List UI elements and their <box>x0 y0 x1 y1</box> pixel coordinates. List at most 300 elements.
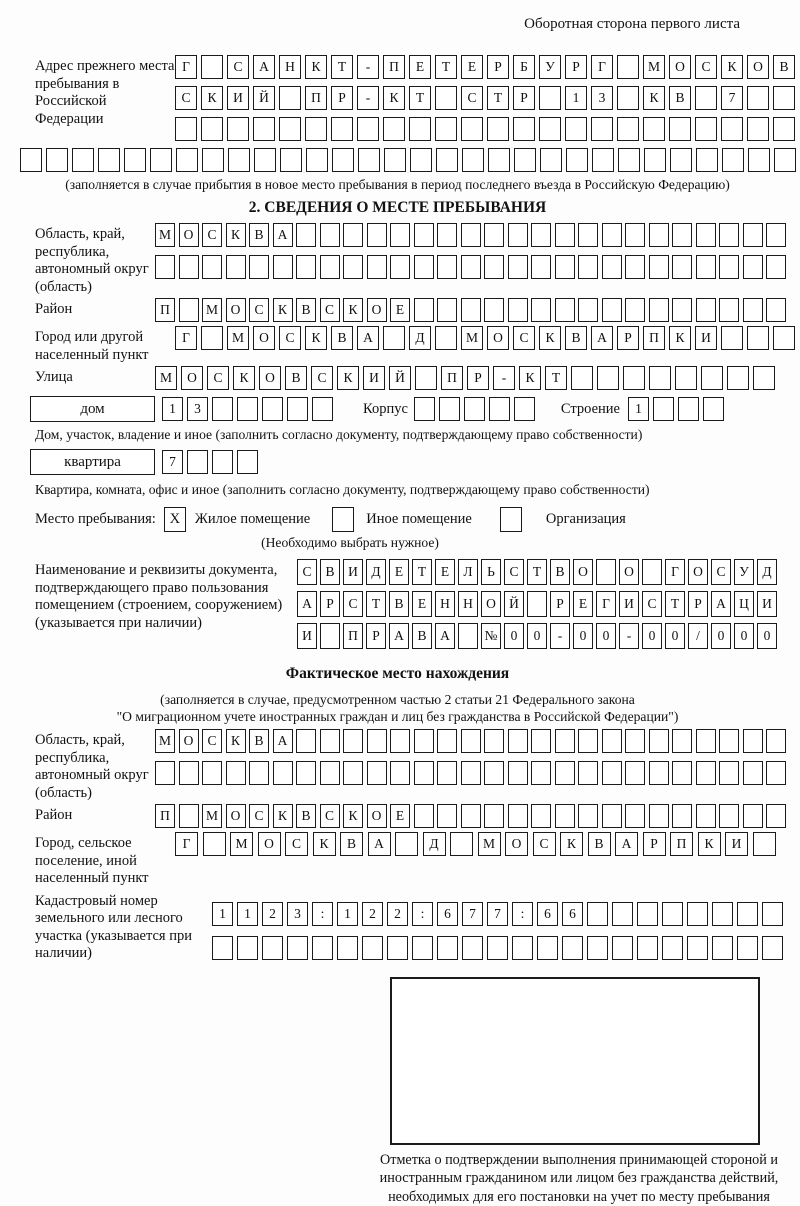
char-cell <box>678 397 699 421</box>
char-cell: Т <box>331 55 353 79</box>
char-cell <box>287 936 308 960</box>
char-cell <box>719 298 739 322</box>
char-cell <box>753 366 775 390</box>
char-cell: А <box>368 832 391 856</box>
char-cell <box>383 117 405 141</box>
char-cell <box>203 832 226 856</box>
ulitsa-grid <box>155 366 775 390</box>
char-cell: Т <box>527 559 547 585</box>
char-cell: - <box>550 623 570 649</box>
char-cell: Е <box>409 55 431 79</box>
char-cell <box>766 223 786 247</box>
char-cell <box>625 804 645 828</box>
char-cell: К <box>669 326 691 350</box>
char-cell <box>672 761 692 785</box>
char-cell: Р <box>366 623 386 649</box>
char-cell: О <box>688 559 708 585</box>
char-cell: Р <box>467 366 489 390</box>
char-cell: С <box>202 729 222 753</box>
char-cell <box>602 223 622 247</box>
fact-gorod-grid <box>175 832 776 856</box>
char-cell <box>712 902 733 926</box>
char-cell: № <box>481 623 501 649</box>
char-cell: Й <box>389 366 411 390</box>
char-cell <box>578 255 598 279</box>
char-cell <box>602 255 622 279</box>
char-cell <box>226 255 246 279</box>
char-cell: О <box>367 804 387 828</box>
dom-number-grid <box>162 397 333 421</box>
char-cell <box>296 761 316 785</box>
char-cell <box>390 223 410 247</box>
char-cell <box>484 761 504 785</box>
stay-type-note: (Необходимо выбрать нужное) <box>185 534 515 551</box>
char-cell <box>565 117 587 141</box>
char-cell <box>695 117 717 141</box>
oblast-grids <box>155 223 786 279</box>
char-cell <box>414 729 434 753</box>
char-cell <box>484 298 504 322</box>
char-cell <box>623 366 645 390</box>
char-cell <box>320 729 340 753</box>
char-cell <box>637 902 658 926</box>
char-cell <box>367 729 387 753</box>
char-cell <box>649 255 669 279</box>
char-cell <box>696 804 716 828</box>
char-cell: Д <box>409 326 431 350</box>
page-header-note: Оборотная сторона первого листа <box>35 16 760 33</box>
kvartira-box-label: квартира <box>30 449 155 475</box>
stay-type-checkbox-inoe <box>332 507 354 532</box>
char-cell <box>578 223 598 247</box>
char-cell: 0 <box>711 623 731 649</box>
char-cell: Ц <box>734 591 754 617</box>
char-cell: И <box>725 832 748 856</box>
char-cell <box>279 86 301 110</box>
char-cell <box>618 148 640 172</box>
char-cell: В <box>550 559 570 585</box>
char-cell <box>592 148 614 172</box>
char-cell: С <box>461 86 483 110</box>
char-cell <box>696 255 716 279</box>
char-cell <box>46 148 68 172</box>
char-cell: К <box>343 298 363 322</box>
stroenie-grid <box>628 397 724 421</box>
char-cell: С <box>311 366 333 390</box>
char-cell: В <box>320 559 340 585</box>
char-cell <box>124 148 146 172</box>
char-cell: М <box>478 832 501 856</box>
char-cell: А <box>389 623 409 649</box>
char-cell <box>672 298 692 322</box>
char-cell <box>226 761 246 785</box>
char-cell: О <box>226 804 246 828</box>
char-cell: Р <box>331 86 353 110</box>
char-cell <box>672 255 692 279</box>
char-cell: К <box>698 832 721 856</box>
char-cell <box>412 936 433 960</box>
char-cell: О <box>367 298 387 322</box>
char-cell: О <box>179 223 199 247</box>
char-cell <box>612 902 633 926</box>
char-cell <box>202 148 224 172</box>
char-cell <box>508 729 528 753</box>
char-cell <box>437 298 457 322</box>
char-cell <box>719 804 739 828</box>
kadastr-grid-row-1 <box>212 902 783 926</box>
char-cell <box>212 450 233 474</box>
char-cell: В <box>565 326 587 350</box>
char-cell <box>437 255 457 279</box>
char-cell <box>591 117 613 141</box>
char-cell: П <box>305 86 327 110</box>
document-label: Наименование и реквизиты документа, подтверждающего право пользования помещением (строением, сооружением) (указывается при наличии) <box>35 559 297 632</box>
char-cell: С <box>207 366 229 390</box>
char-cell <box>390 255 410 279</box>
char-cell: Г <box>175 832 198 856</box>
fact-oblast-grid-row-2 <box>155 761 786 785</box>
char-cell <box>766 804 786 828</box>
char-cell: К <box>226 729 246 753</box>
char-cell <box>437 729 457 753</box>
char-cell: П <box>441 366 463 390</box>
char-cell <box>179 761 199 785</box>
char-cell: 3 <box>187 397 208 421</box>
char-cell <box>367 223 387 247</box>
prev-address-grid-row-3 <box>175 117 795 141</box>
char-cell: Н <box>435 591 455 617</box>
char-cell: С <box>320 804 340 828</box>
char-cell <box>202 255 222 279</box>
char-cell <box>409 117 431 141</box>
char-cell <box>578 804 598 828</box>
char-cell <box>670 148 692 172</box>
char-cell: С <box>695 55 717 79</box>
char-cell: В <box>389 591 409 617</box>
char-cell <box>649 366 671 390</box>
char-cell <box>461 255 481 279</box>
char-cell: С <box>249 298 269 322</box>
char-cell: М <box>202 298 222 322</box>
char-cell: М <box>155 223 175 247</box>
char-cell: Н <box>458 591 478 617</box>
char-cell <box>312 397 333 421</box>
char-cell <box>743 761 763 785</box>
char-cell: Й <box>253 86 275 110</box>
korpus-grid <box>414 397 535 421</box>
char-cell <box>187 450 208 474</box>
char-cell <box>669 117 691 141</box>
stay-type-row <box>35 506 760 532</box>
char-cell <box>695 86 717 110</box>
char-cell: 0 <box>665 623 685 649</box>
kvartira-note: Квартира, комната, офис и иное (заполнить согласно документу, подтверждающему право собственности) <box>35 481 760 498</box>
char-cell <box>773 117 795 141</box>
confirmation-box <box>390 977 760 1145</box>
char-cell <box>296 255 316 279</box>
char-cell: П <box>155 804 175 828</box>
char-cell <box>617 55 639 79</box>
char-cell <box>384 148 406 172</box>
char-cell <box>488 148 510 172</box>
char-cell: К <box>560 832 583 856</box>
char-cell: Т <box>409 86 431 110</box>
char-cell <box>320 761 340 785</box>
char-cell <box>537 936 558 960</box>
char-cell <box>578 761 598 785</box>
char-cell <box>332 148 354 172</box>
char-cell <box>410 148 432 172</box>
char-cell <box>179 255 199 279</box>
char-cell: 6 <box>537 902 558 926</box>
char-cell: А <box>253 55 275 79</box>
char-cell <box>337 936 358 960</box>
char-cell: О <box>258 832 281 856</box>
char-cell: С <box>279 326 301 350</box>
char-cell <box>527 591 547 617</box>
char-cell <box>649 804 669 828</box>
char-cell <box>508 255 528 279</box>
char-cell <box>306 148 328 172</box>
char-cell: 2 <box>362 902 383 926</box>
char-cell: П <box>155 298 175 322</box>
char-cell <box>602 729 622 753</box>
char-cell <box>514 397 535 421</box>
char-cell: С <box>513 326 535 350</box>
char-cell: С <box>504 559 524 585</box>
char-cell <box>555 729 575 753</box>
char-cell: 0 <box>596 623 616 649</box>
char-cell: - <box>357 55 379 79</box>
char-cell <box>773 86 795 110</box>
char-cell <box>484 223 504 247</box>
char-cell <box>279 117 301 141</box>
char-cell <box>539 86 561 110</box>
char-cell <box>721 117 743 141</box>
char-cell <box>414 255 434 279</box>
char-cell <box>719 255 739 279</box>
char-cell: - <box>619 623 639 649</box>
char-cell: 3 <box>591 86 613 110</box>
char-cell: А <box>357 326 379 350</box>
char-cell: Г <box>596 591 616 617</box>
char-cell: В <box>331 326 353 350</box>
char-cell <box>155 255 175 279</box>
char-cell <box>719 761 739 785</box>
char-cell <box>587 902 608 926</box>
char-cell: А <box>273 729 293 753</box>
char-cell <box>331 117 353 141</box>
char-cell: 0 <box>527 623 547 649</box>
kadastr-block <box>35 890 760 963</box>
fact-title: Фактическое место нахождения <box>35 665 760 683</box>
char-cell: К <box>233 366 255 390</box>
char-cell <box>262 936 283 960</box>
char-cell <box>625 729 645 753</box>
char-cell <box>435 117 457 141</box>
char-cell <box>675 366 697 390</box>
char-cell <box>458 623 478 649</box>
char-cell: С <box>202 223 222 247</box>
char-cell <box>612 936 633 960</box>
char-cell <box>672 729 692 753</box>
char-cell <box>343 729 363 753</box>
char-cell: Т <box>665 591 685 617</box>
char-cell <box>273 761 293 785</box>
char-cell <box>280 148 302 172</box>
char-cell <box>555 804 575 828</box>
char-cell: Р <box>688 591 708 617</box>
char-cell: М <box>461 326 483 350</box>
char-cell: И <box>757 591 777 617</box>
char-cell <box>747 86 769 110</box>
char-cell: 7 <box>721 86 743 110</box>
char-cell <box>696 148 718 172</box>
char-cell <box>362 936 383 960</box>
char-cell <box>305 117 327 141</box>
char-cell <box>703 397 724 421</box>
char-cell: Ь <box>481 559 501 585</box>
char-cell: В <box>249 729 269 753</box>
kvartira-grid <box>162 450 258 474</box>
char-cell: Д <box>423 832 446 856</box>
char-cell: А <box>435 623 455 649</box>
char-cell: Й <box>504 591 524 617</box>
char-cell <box>437 804 457 828</box>
fact-oblast-grids <box>155 729 786 785</box>
gorod-grid <box>175 326 795 350</box>
char-cell: И <box>297 623 317 649</box>
char-cell <box>539 117 561 141</box>
char-cell: 1 <box>162 397 183 421</box>
char-cell <box>435 86 457 110</box>
char-cell <box>489 397 510 421</box>
char-cell: К <box>313 832 336 856</box>
char-cell: И <box>619 591 639 617</box>
char-cell <box>649 223 669 247</box>
char-cell: Л <box>458 559 478 585</box>
oblast-label: Область, край, республика, автономный округ (область) <box>35 223 155 296</box>
char-cell <box>625 761 645 785</box>
char-cell: К <box>305 55 327 79</box>
stay-type-checkbox-org <box>500 507 522 532</box>
char-cell: В <box>296 804 316 828</box>
char-cell: : <box>312 902 333 926</box>
char-cell: 1 <box>237 902 258 926</box>
char-cell <box>358 148 380 172</box>
char-cell <box>249 761 269 785</box>
char-cell: 1 <box>212 902 233 926</box>
document-grid-row-1 <box>297 559 777 585</box>
char-cell: 2 <box>387 902 408 926</box>
section2-title: 2. СВЕДЕНИЯ О МЕСТЕ ПРЕБЫВАНИЯ <box>35 199 760 217</box>
char-cell: В <box>340 832 363 856</box>
char-cell <box>237 397 258 421</box>
ulitsa-block <box>35 366 760 390</box>
char-cell <box>414 223 434 247</box>
char-cell: К <box>273 804 293 828</box>
char-cell <box>487 117 509 141</box>
char-cell <box>390 729 410 753</box>
char-cell: Т <box>545 366 567 390</box>
char-cell: - <box>357 86 379 110</box>
char-cell <box>753 832 776 856</box>
char-cell <box>512 936 533 960</box>
char-cell <box>774 148 796 172</box>
char-cell: А <box>711 591 731 617</box>
fact-oblast-grid-row-1 <box>155 729 786 753</box>
char-cell <box>98 148 120 172</box>
char-cell: Е <box>412 591 432 617</box>
char-cell <box>719 729 739 753</box>
char-cell: О <box>573 559 593 585</box>
fact-oblast-block <box>35 729 760 802</box>
char-cell <box>320 255 340 279</box>
char-cell: 6 <box>562 902 583 926</box>
char-cell <box>597 366 619 390</box>
char-cell: Е <box>389 559 409 585</box>
char-cell: Е <box>435 559 455 585</box>
char-cell <box>155 761 175 785</box>
char-cell: И <box>695 326 717 350</box>
char-cell: Т <box>412 559 432 585</box>
char-cell <box>555 223 575 247</box>
char-cell <box>237 936 258 960</box>
confirmation-caption: Отметка о подтверждении выполнения принимающей стороной и иностранным гражданином или лицом без гражданства действий, необходимых для его постановки на учет по месту пребывания <box>373 1151 785 1206</box>
char-cell: К <box>273 298 293 322</box>
char-cell <box>461 117 483 141</box>
char-cell <box>743 255 763 279</box>
char-cell: В <box>588 832 611 856</box>
oblast-grid-row-2 <box>155 255 786 279</box>
korpus-label: Корпус <box>363 396 408 422</box>
fact-gorod-block <box>35 832 760 888</box>
char-cell: 7 <box>462 902 483 926</box>
char-cell <box>150 148 172 172</box>
char-cell <box>462 936 483 960</box>
char-cell: : <box>412 902 433 926</box>
char-cell <box>179 298 199 322</box>
char-cell <box>296 729 316 753</box>
char-cell: Е <box>390 804 410 828</box>
char-cell <box>383 326 405 350</box>
char-cell <box>762 936 783 960</box>
char-cell: 1 <box>565 86 587 110</box>
char-cell <box>727 366 749 390</box>
char-cell <box>508 298 528 322</box>
char-cell <box>643 117 665 141</box>
char-cell <box>462 148 484 172</box>
char-cell <box>287 397 308 421</box>
char-cell <box>531 729 551 753</box>
char-cell <box>202 761 222 785</box>
char-cell <box>653 397 674 421</box>
raion-label: Район <box>35 298 155 319</box>
char-cell: М <box>230 832 253 856</box>
char-cell: Г <box>175 55 197 79</box>
char-cell: С <box>711 559 731 585</box>
char-cell <box>578 729 598 753</box>
char-cell <box>436 148 458 172</box>
char-cell <box>625 255 645 279</box>
char-cell <box>414 804 434 828</box>
ulitsa-label: Улица <box>35 366 155 387</box>
char-cell: К <box>539 326 561 350</box>
char-cell <box>712 936 733 960</box>
char-cell: С <box>227 55 249 79</box>
char-cell <box>662 902 683 926</box>
char-cell <box>253 117 275 141</box>
